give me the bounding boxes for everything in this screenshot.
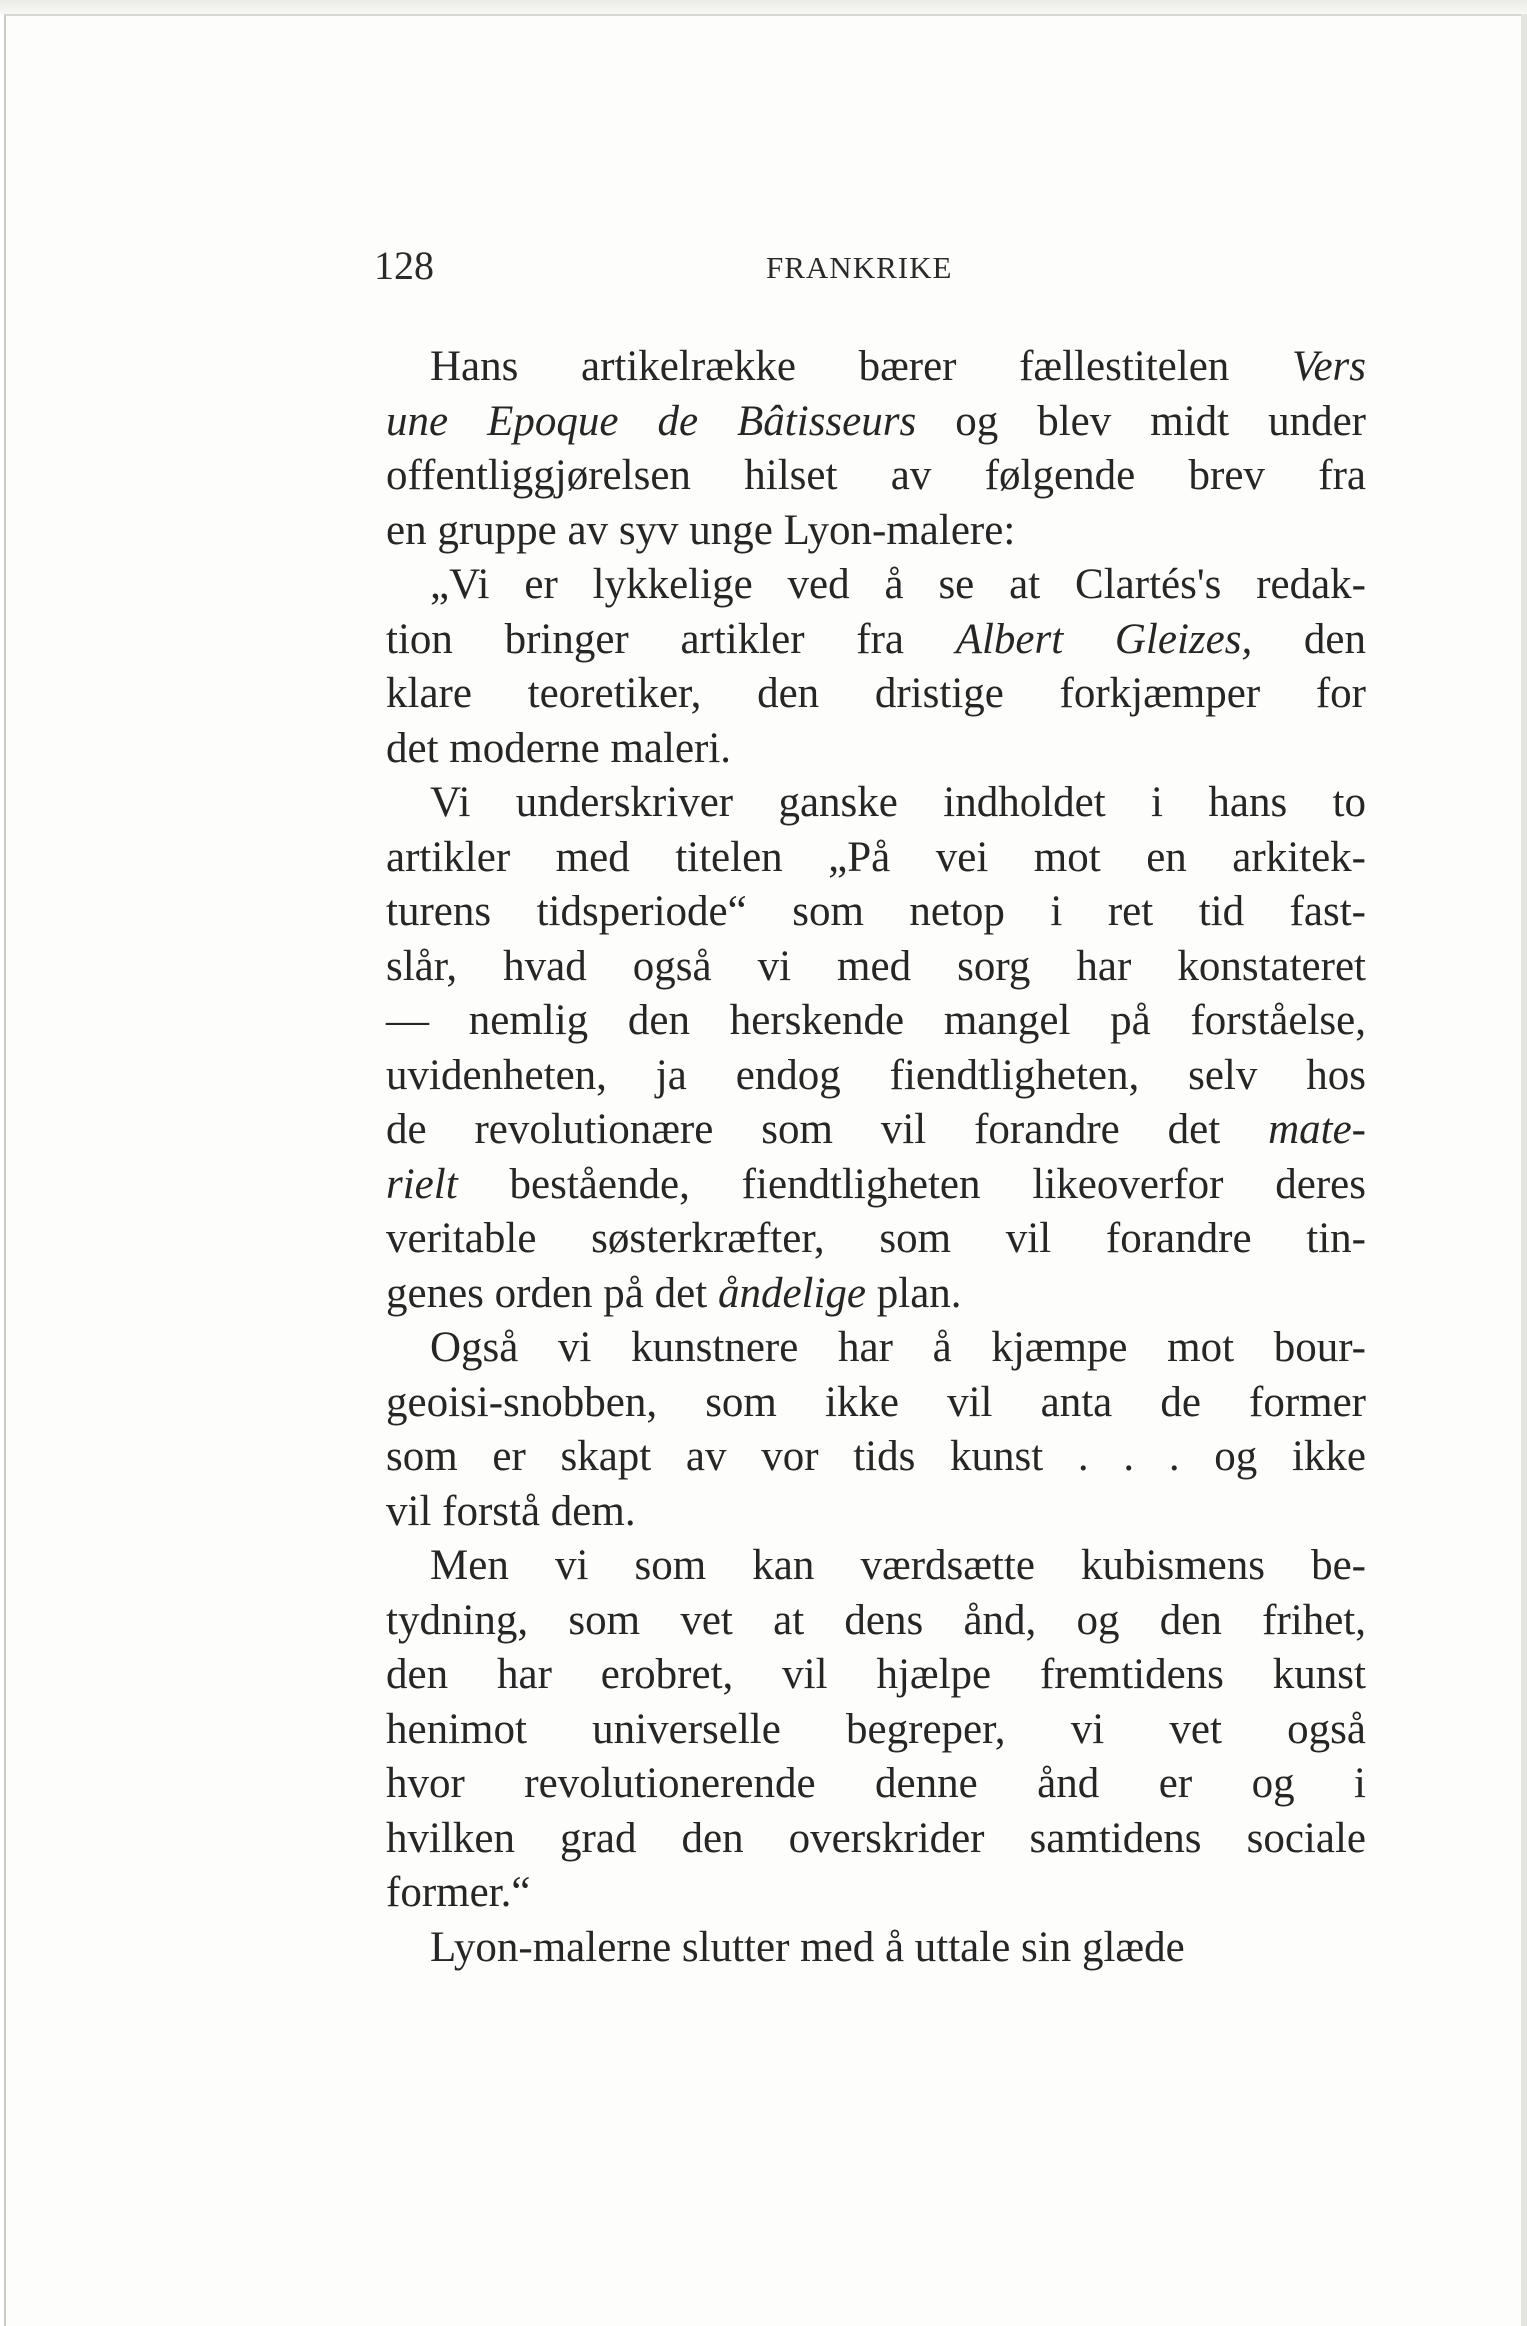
- paragraph: [386, 1539, 1366, 1921]
- paragraph: [386, 776, 1366, 1321]
- body-text: [386, 340, 1366, 1975]
- text-line: [386, 831, 1366, 886]
- text-run: turens tidsperiode“ som netop i ret tid fast-: [386, 888, 1366, 935]
- text-run: slår, hvad også vi med sorg har konstateret: [386, 942, 1366, 990]
- paragraph: [386, 1321, 1366, 1539]
- text-run: uvidenheten, ja endog fiendtligheten, selv hos: [386, 1051, 1366, 1099]
- text-line: [386, 1866, 1366, 1921]
- italic-text: une Epoque de Bâtisseurs: [386, 397, 917, 445]
- text-line: [386, 504, 1366, 559]
- text-line: [386, 449, 1366, 504]
- text-run: hvor revolutionerende denne ånd er og i: [386, 1760, 1366, 1807]
- text-line: [386, 1158, 1366, 1213]
- italic-text: åndelige: [717, 1269, 867, 1317]
- text-run: henimot universelle begreper, vi vet også: [386, 1705, 1366, 1753]
- text-run: Hans artikelrække bærer fællestitelen: [430, 343, 1292, 390]
- text-run: offentliggjørelsen hilset av følgende brev fra: [386, 452, 1366, 499]
- text-run: og blev midt under: [916, 397, 1367, 445]
- text-line: [386, 940, 1366, 995]
- text-run: genes orden på det: [386, 1269, 718, 1317]
- text-line: [386, 722, 1366, 777]
- text-run: Vi underskriver ganske indholdet i hans to: [430, 779, 1366, 826]
- text-line: [386, 1485, 1366, 1540]
- text-run: geoisi-snobben, som ikke vil anta de former: [386, 1378, 1366, 1426]
- text-run: klare teoretiker, den dristige forkjæmper for: [386, 670, 1366, 717]
- text-line: [386, 395, 1366, 450]
- text-run: det moderne maleri.: [386, 724, 732, 772]
- text-line: [386, 1430, 1366, 1485]
- italic-text: mate-: [1268, 1106, 1366, 1153]
- text-run: en gruppe av syv unge Lyon-malere:: [386, 506, 1016, 554]
- text-line: [386, 1703, 1366, 1758]
- text-run: vil forstå dem.: [386, 1487, 636, 1535]
- text-run: de revolutionære som vil forandre det: [386, 1106, 1269, 1153]
- text-line: [386, 1049, 1366, 1104]
- text-run: den: [1252, 615, 1366, 663]
- text-run: tydning, som vet at dens ånd, og den frihet,: [386, 1596, 1366, 1644]
- text-run: bestående, fiendtligheten likeoverfor deres: [457, 1160, 1366, 1208]
- text-run: hvilken grad den overskrider samtidens sociale: [386, 1814, 1366, 1862]
- paragraph: [386, 558, 1366, 776]
- text-line: [386, 613, 1366, 668]
- italic-text: rielt: [386, 1160, 458, 1208]
- text-run: Lyon-malerne slutter med å uttale sin glæde: [430, 1923, 1185, 1971]
- text-line: [386, 994, 1366, 1049]
- scan-edge-right: [1521, 14, 1527, 2326]
- paragraph: [386, 340, 1366, 558]
- italic-text: Vers: [1291, 343, 1366, 390]
- text-line: [386, 1539, 1366, 1594]
- text-line: [386, 558, 1366, 613]
- text-run: tion bringer artikler fra: [386, 615, 956, 663]
- text-line: [386, 776, 1366, 831]
- text-line: [386, 1921, 1366, 1976]
- text-run: — nemlig den herskende mangel på forståelse,: [386, 997, 1366, 1044]
- italic-text: Albert Gleizes,: [955, 615, 1253, 663]
- text-line: [386, 1594, 1366, 1649]
- text-run: former.“: [386, 1869, 531, 1916]
- text-line: [386, 1321, 1366, 1376]
- text-line: [386, 1267, 1366, 1322]
- text-line: [386, 667, 1366, 722]
- paragraph: [386, 1921, 1366, 1976]
- text-run: som er skapt av vor tids kunst . . . og ikke: [386, 1433, 1366, 1480]
- text-line: [386, 340, 1366, 395]
- text-line: [386, 1103, 1366, 1158]
- text-run: plan.: [866, 1269, 962, 1317]
- text-line: [386, 1212, 1366, 1267]
- page-number: 128: [374, 243, 434, 288]
- text-run: den har erobret, vil hjælpe fremtidens kunst: [386, 1651, 1366, 1698]
- text-run: Men vi som kan værdsætte kubismens be-: [430, 1542, 1366, 1589]
- running-head: FRANKRIKE: [766, 250, 953, 285]
- scan-edge-top: [0, 0, 1527, 14]
- page-header: [6, 16, 1523, 17]
- text-run: Også vi kunstnere har å kjæmpe mot bour-: [430, 1324, 1366, 1371]
- text-line: [386, 885, 1366, 940]
- text-run: „Vi er lykkelige ved å se at Clartés's redak-: [430, 561, 1366, 608]
- text-line: [386, 1757, 1366, 1812]
- text-line: [386, 1376, 1366, 1431]
- text-run: veritable søsterkræfter, som vil forandre tin-: [386, 1215, 1366, 1262]
- text-line: [386, 1812, 1366, 1867]
- text-run: artikler med titelen „På vei mot en arkitek-: [386, 833, 1366, 881]
- text-line: [386, 1648, 1366, 1703]
